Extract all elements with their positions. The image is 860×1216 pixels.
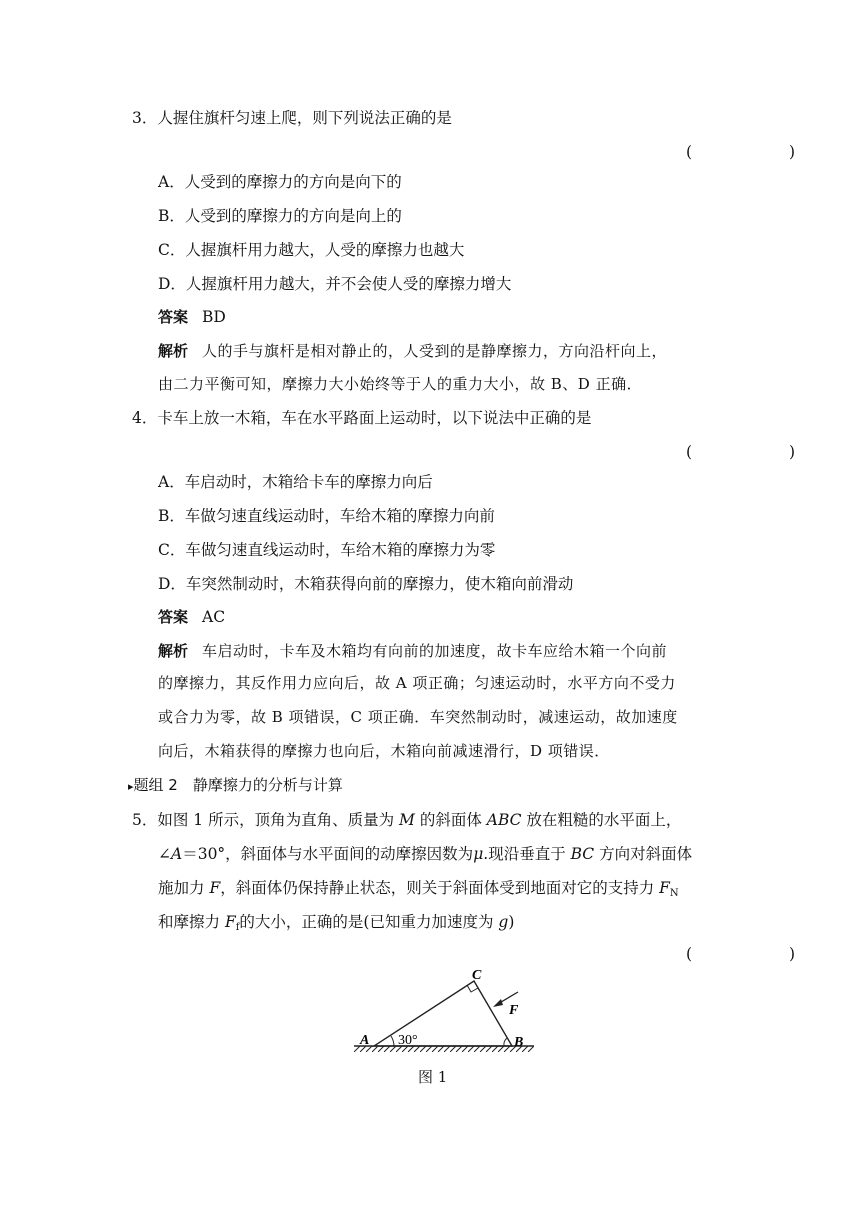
angle-arc-a (391, 1036, 394, 1046)
q4-explanation-3: 或合力为零，故 B 项错误，C 项正确．车突然制动时，减速运动，故加速度 (158, 708, 678, 726)
q4-option-b: B．车做匀速直线运动时，车给木箱的摩擦力向前 (158, 507, 495, 525)
triangle-abc (374, 981, 512, 1046)
label-angle: 30° (398, 1033, 418, 1048)
q3-expl-label: 解析 (158, 342, 189, 360)
q5-text: 方向对斜面体 (594, 845, 693, 863)
q5-text: ∠ (158, 845, 171, 863)
q3-option-b: B．人受到的摩擦力的方向是向上的 (158, 207, 402, 225)
q4-explanation-1 (158, 640, 667, 661)
q4-answer-value: AC (202, 608, 226, 626)
q5-text: 放在粗糙的水平面上， (521, 811, 682, 829)
figure-caption: 图 1 (418, 1068, 448, 1086)
q4-expl-text-1: 车启动时，卡车及木箱均有向前的加速度，故卡车应给木箱一个向前 (202, 642, 668, 660)
q4-stem: 4．卡车上放一木箱，车在水平路面上运动时，以下说法中正确的是 (132, 409, 592, 427)
force-arrowhead (493, 999, 503, 1007)
q4-expl-label: 解析 (158, 642, 189, 660)
q4-paren: ( ) (686, 443, 818, 461)
q5-sub-f: f (235, 922, 240, 933)
q4-option-a: A．车启动时，木箱给卡车的摩擦力向后 (158, 473, 433, 491)
label-f: F (509, 1003, 519, 1018)
q3-answer (158, 306, 226, 327)
angle-arc-b (504, 1038, 507, 1046)
q4-answer-label: 答案 (158, 608, 189, 626)
q3-explanation-1 (158, 340, 667, 361)
q5-text: 的斜面体 (414, 811, 487, 829)
q5-var-ff: F (224, 913, 236, 931)
group-title: 题组 2 静摩擦力的分析与计算 (133, 776, 343, 794)
q5-var-mu: μ (473, 845, 484, 863)
q5-var-f: F (209, 879, 221, 897)
q5-line-1 (132, 808, 681, 830)
ground-hatch (354, 1046, 534, 1052)
q3-explanation-2: 由二力平衡可知，摩擦力大小始终等于人的重力大小，故 B、D 正确． (158, 375, 643, 393)
q3-expl-text-1: 人的手与旗杆是相对静止的，人受到的是静摩擦力，方向沿杆向上， (202, 342, 668, 360)
q4-explanation-4: 向后，木箱获得的摩擦力也向后，木箱向前减速滑行，D 项错误． (158, 742, 610, 760)
q5-var-g: g (498, 913, 509, 931)
group-heading (128, 774, 343, 795)
q5-text: ＝30°，斜面体与水平面间的动摩擦因数为 (182, 845, 474, 863)
q5-var-abc: ABC (486, 811, 522, 829)
q3-paren: ( ) (686, 143, 818, 161)
q4-answer (158, 606, 225, 627)
q5-var-bc: BC (570, 845, 595, 863)
label-a: A (360, 1033, 370, 1048)
q5-text: 施加力 (158, 879, 210, 897)
q5-line-4 (158, 910, 514, 933)
q5-var-a: A (171, 845, 183, 863)
q5-text: .现沿垂直于 (483, 845, 571, 863)
q5-text: ，斜面体仍保持静止状态，则关于斜面体受到地面对它的支持力 (220, 879, 660, 897)
q3-answer-value: BD (202, 308, 226, 326)
q5-text: 和摩擦力 (158, 913, 225, 931)
q3-stem: 3．人握住旗杆匀速上爬，则下列说法正确的是 (132, 109, 452, 127)
q3-option-c: C．人握旗杆用力越大，人受的摩擦力也越大 (158, 241, 465, 259)
q3-answer-label: 答案 (158, 308, 189, 326)
q5-var-m: M (399, 811, 415, 829)
incline-figure (348, 968, 548, 1058)
q3-option-a: A．人受到的摩擦力的方向是向下的 (158, 173, 402, 191)
q5-line-3 (158, 876, 679, 899)
q4-option-d: D．车突然制动时，木箱获得向前的摩擦力，使木箱向前滑动 (158, 575, 574, 593)
q4-explanation-2: 的摩擦力，其反作用力应向后，故 A 项正确；匀速运动时，水平方向不受力 (158, 674, 676, 692)
label-b: B (514, 1035, 524, 1050)
q5-text: ) (508, 913, 515, 931)
q4-option-c: C．车做匀速直线运动时，车给木箱的摩擦力为零 (158, 541, 496, 559)
q5-text: 的大小，正确的是(已知重力加速度为 (239, 913, 499, 931)
label-c: C (472, 968, 482, 983)
q5-sub-n: N (669, 888, 679, 899)
q5-line-2 (158, 842, 692, 864)
q5-var-fn: F (659, 879, 670, 897)
q3-option-d: D．人握旗杆用力越大，并不会使人受的摩擦力增大 (158, 275, 512, 293)
q5-paren: ( ) (686, 945, 818, 963)
group-marker: ▸ (128, 780, 134, 793)
q5-text: 5．如图 1 所示，顶角为直角、质量为 (132, 811, 400, 829)
